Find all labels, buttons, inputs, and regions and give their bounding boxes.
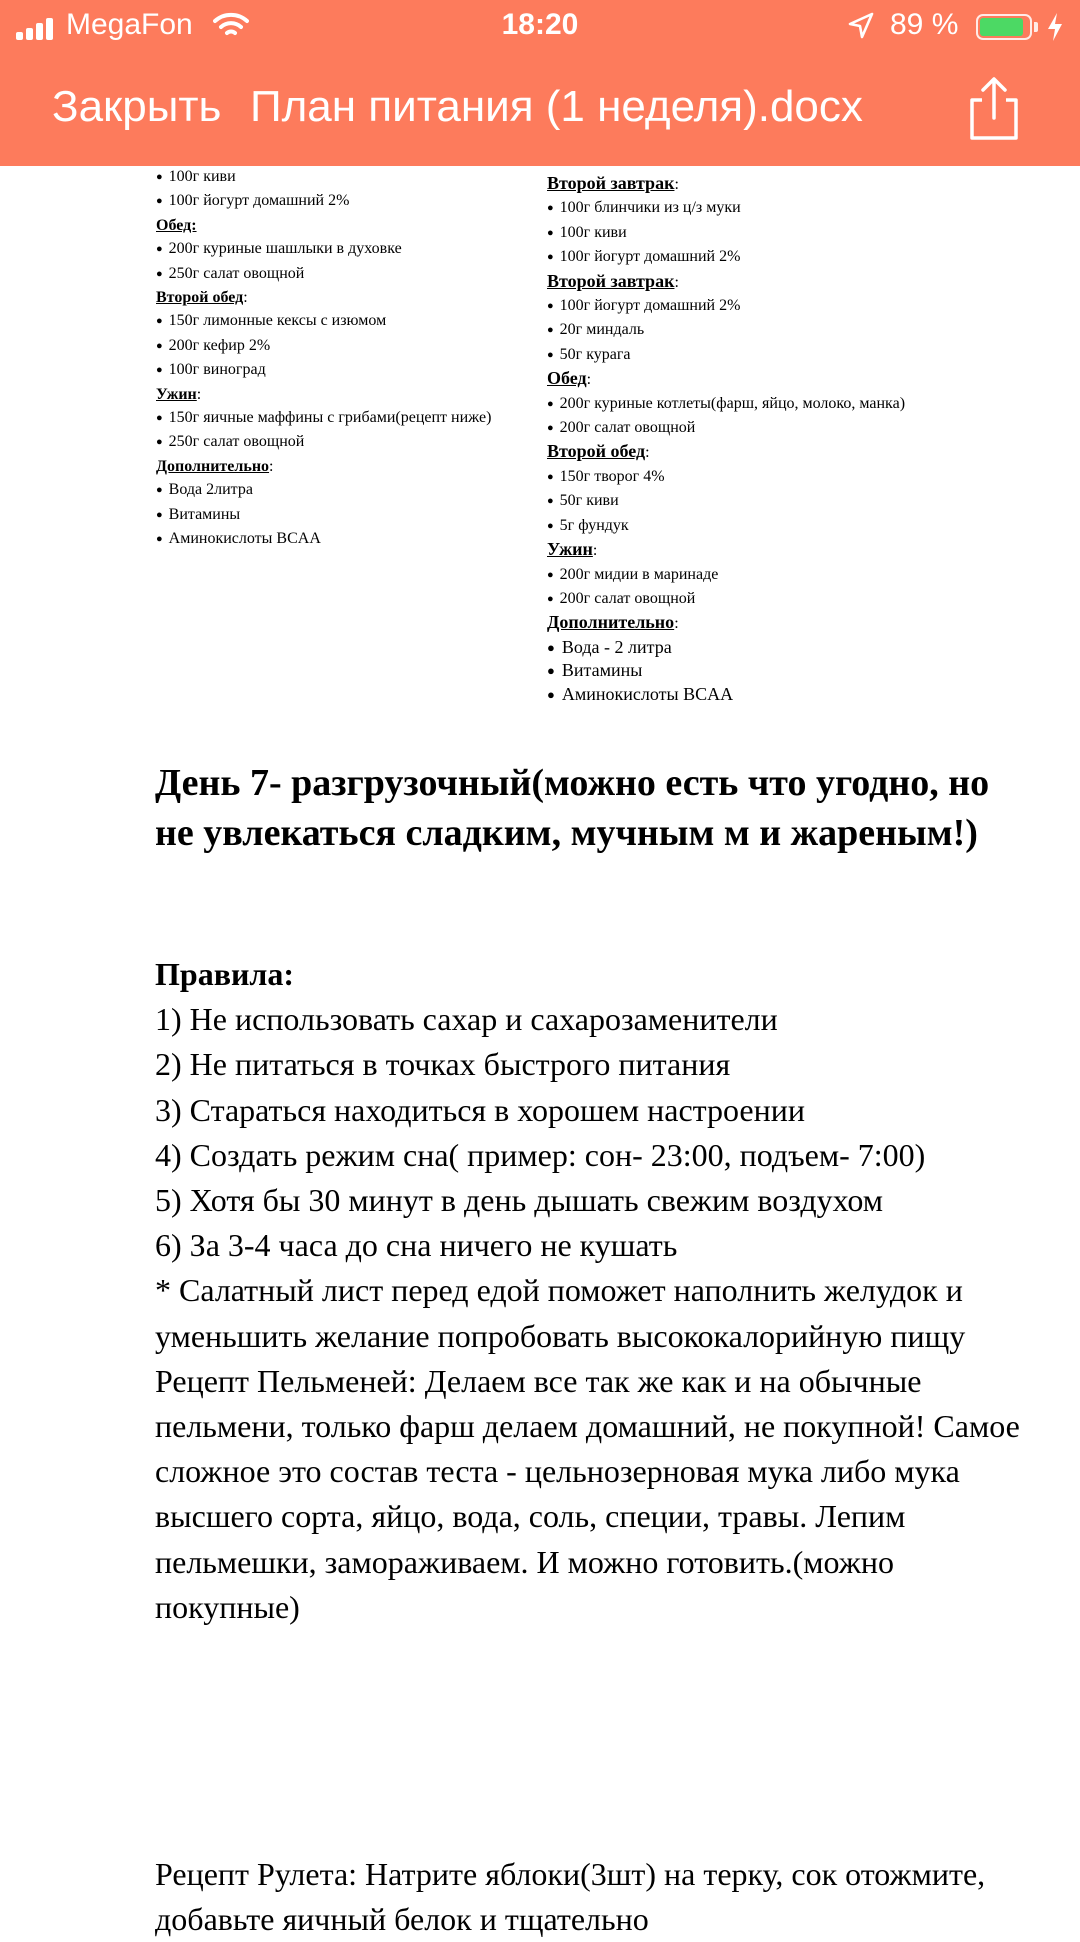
rule-item: 1) Не использовать сахар и сахарозаменители	[155, 1001, 778, 1038]
menu-item: ● Вода 2литра	[156, 478, 491, 502]
meal-header-label: Второй обед	[547, 441, 646, 462]
document-title: План питания (1 неделя).docx	[250, 82, 863, 131]
meal-header-label: Второй завтрак	[547, 270, 675, 291]
menu-item: ● 5г фундук	[547, 514, 905, 538]
day7-heading: День 7- разгрузочный(можно есть что угодно, но не увлекаться сладким, мучным м и жареным!)	[155, 762, 990, 854]
menu-item: ● 200г салат овощной	[547, 587, 905, 611]
meal-header-colon: :	[674, 273, 679, 291]
meal-header-label: Второй обед	[156, 289, 244, 307]
menu-item: ● 100г йогурт домашний 2%	[156, 189, 491, 213]
rule-item: 4) Создать режим сна( пример: сон- 23:00, подъем- 7:00)	[155, 1136, 926, 1173]
meal-header	[156, 286, 491, 309]
menu-item: ● 100г блинчики из ц/з муки	[547, 196, 905, 220]
left-column-menu	[156, 165, 491, 552]
carrier-name: MegaFon	[66, 8, 193, 41]
dumplings-recipe: Рецепт Пельменей: Делаем все так же как и на обычные пельмени, только фарш делаем домашний, не покупной! Самое сложное это состав теста - цельнозерновая мука либо мука высшего сорта, яйцо, вода, соль, специи, травы. Лепим пельмешки, замораживаем. И можно готовить.(можно покупные)	[155, 1362, 1020, 1625]
battery-level-fill	[980, 18, 1023, 36]
rule-item: 3) Стараться находиться в хорошем настроении	[155, 1091, 805, 1128]
meal-header	[547, 440, 905, 464]
menu-item: ● 50г курага	[547, 343, 905, 367]
rule-item: 6) За 3-4 часа до сна ничего не кушать	[155, 1227, 678, 1264]
meal-header-colon: :	[674, 176, 679, 193]
meal-header-colon: :	[674, 615, 679, 633]
meal-header-colon: :	[243, 289, 248, 307]
battery-percent: 89 %	[890, 8, 959, 41]
menu-item: ● 150г лимонные кексы с изюмом	[156, 309, 491, 333]
status-bar	[0, 0, 1080, 54]
battery-cap	[1034, 22, 1038, 32]
meal-header	[547, 270, 905, 294]
meal-header-colon: :	[645, 444, 650, 462]
menu-item: ● 100г виноград	[156, 358, 491, 382]
right-column-menu	[547, 172, 905, 706]
navigation-bar	[0, 0, 1080, 166]
battery-icon	[976, 14, 1032, 40]
meal-header-colon: :	[592, 542, 598, 560]
menu-item: ● 50г киви	[547, 489, 905, 513]
clock: 18:20	[501, 8, 579, 41]
meal-header-colon: :	[196, 385, 202, 403]
meal-header-label: Обед	[547, 368, 587, 389]
menu-item: ● 250г салат овощной	[156, 430, 491, 454]
meal-header-label: Второй завтрак	[547, 173, 675, 193]
salad-tip: * Салатный лист перед едой поможет наполнить желудок и уменьшить желание попробовать высококалорийную пищу	[155, 1272, 966, 1354]
meal-header	[547, 538, 905, 562]
meal-header-label: Дополнительно	[547, 612, 675, 633]
rule-item: 2) Не питаться в точках быстрого питания	[155, 1046, 731, 1083]
meal-header	[156, 455, 491, 478]
menu-item: ● 150г творог 4%	[547, 465, 905, 489]
meal-header	[547, 367, 905, 391]
menu-item: ● 250г салат овощной	[156, 262, 491, 286]
meal-header-colon: :	[586, 371, 592, 389]
menu-item: ● 200г куриные котлеты(фарш, яйцо, молоко, манка)	[547, 392, 905, 416]
menu-item: ● Аминокислоты BCAA	[156, 527, 491, 551]
menu-item: ● Вода - 2 литра	[547, 636, 905, 659]
meal-header-label: Ужин	[156, 385, 197, 403]
meal-header	[547, 611, 905, 635]
rules-section	[155, 952, 1035, 1630]
meal-header	[547, 172, 905, 196]
menu-item: ● Витамины	[156, 503, 491, 527]
menu-item: ● 100г йогурт домашний 2%	[547, 294, 905, 318]
menu-item: ● 100г киви	[547, 221, 905, 245]
rule-item: 5) Хотя бы 30 минут в день дышать свежим воздухом	[155, 1182, 884, 1219]
menu-item: ● Витамины	[547, 659, 905, 682]
menu-item: ● 100г йогурт домашний 2%	[547, 245, 905, 269]
share-icon[interactable]	[964, 76, 1024, 142]
menu-item: ● 200г кефир 2%	[156, 334, 491, 358]
menu-item: ● 100г киви	[156, 165, 491, 189]
meal-header-label: Дополнительно	[156, 457, 270, 475]
menu-item: ● 200г салат овощной	[547, 416, 905, 440]
menu-item: ● Аминокислоты BCAA	[547, 683, 905, 706]
roll-recipe: Рецепт Рулета: Натрите яблоки(3шт) на терку, сок отожмите, добавьте яичный белок и тщательно	[155, 1856, 986, 1938]
menu-item: ● 150г яичные маффины с грибами(рецепт ниже)	[156, 406, 491, 430]
meal-header	[156, 383, 491, 406]
menu-item: ● 200г куриные шашлыки в духовке	[156, 237, 491, 261]
meal-header-label: Обед:	[156, 216, 197, 234]
close-button[interactable]: Закрыть	[52, 82, 222, 131]
charging-bolt-icon	[1046, 12, 1064, 47]
rules-title: Правила:	[155, 956, 295, 992]
meal-header	[156, 214, 491, 237]
menu-item: ● 20г миндаль	[547, 318, 905, 342]
menu-item: ● 200г мидии в маринаде	[547, 563, 905, 587]
location-arrow-icon	[848, 12, 874, 45]
meal-header-colon: :	[269, 457, 274, 475]
meal-header-label: Ужин	[547, 539, 593, 560]
